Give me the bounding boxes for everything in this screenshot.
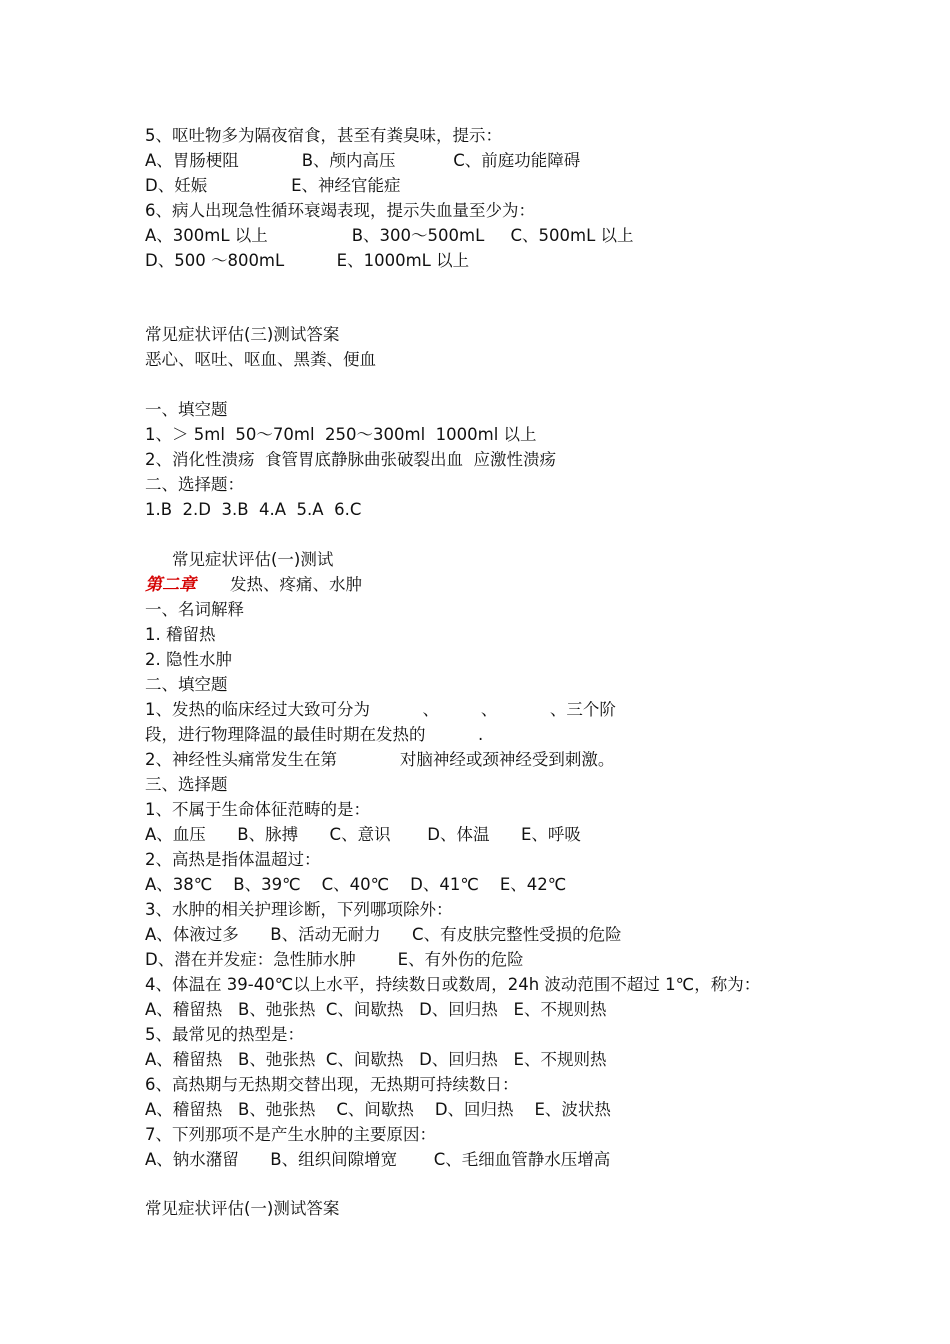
choice-question-4: 4、体温在 39-40℃以上水平，持续数日或数周，24h 波动范围不超过 1℃，称为：	[145, 975, 761, 994]
choice-question-4-options: A、稽留热 B、弛张热 C、间歇热 D、回归热 E、不规则热	[145, 1000, 607, 1019]
choice-question-7: 7、下列那项不是产生水肿的主要原因：	[145, 1125, 436, 1144]
chapter-title: 发热、疼痛、水肿	[230, 575, 362, 594]
choice-question-1: 1、不属于生命体征范畴的是：	[145, 800, 370, 819]
choice-question-3-options-row1: A、体液过多 B、活动无耐力 C、有皮肤完整性受损的危险	[145, 925, 622, 944]
choice-question-5-options: A、稽留热 B、弛张热 C、间歇热 D、回归热 E、不规则热	[145, 1050, 607, 1069]
chapter-heading	[145, 573, 362, 597]
choice-question-7-options: A、钠水潴留 B、组织间隙增宽 C、毛细血管静水压增高	[145, 1150, 611, 1169]
question-6: 6、病人出现急性循环衰竭表现，提示失血量至少为：	[145, 201, 535, 220]
section-terms: 一、名词解释	[145, 600, 244, 619]
question-5-options-row1: A、胃肠梗阻 B、颅内高压 C、前庭功能障碍	[145, 151, 581, 170]
choice-question-2: 2、高热是指体温超过：	[145, 850, 321, 869]
choice-question-1-options: A、血压 B、脉搏 C、意识 D、体温 E、呼吸	[145, 825, 581, 844]
answers-section-choice: 二、选择题：	[145, 475, 244, 494]
fill-question-2: 2、神经性头痛常发生在第 对脑神经或颈神经受到刺激。	[145, 750, 615, 769]
section-choice: 三、选择题	[145, 775, 228, 794]
answer-fill-1: 1、＞ 5ml 50～70ml 250～300ml 1000ml 以上	[145, 425, 537, 444]
question-6-options-row1: A、300mL 以上 B、300～500mL C、500mL 以上	[145, 226, 634, 245]
choice-question-2-options: A、38℃ B、39℃ C、40℃ D、41℃ E、42℃	[145, 875, 567, 894]
choice-question-5: 5、最常见的热型是：	[145, 1025, 304, 1044]
answers-subtitle: 恶心、呕吐、呕血、黑粪、便血	[145, 350, 376, 369]
answer-choices: 1.B 2.D 3.B 4.A 5.A 6.C	[145, 500, 362, 519]
term-1: 1. 稽留热	[145, 625, 216, 644]
section-fill: 二、填空题	[145, 675, 228, 694]
chapter-label: 第二章	[145, 575, 196, 595]
question-5-options-row2: D、妊娠 E、神经官能症	[145, 176, 401, 195]
term-2: 2. 隐性水肿	[145, 650, 232, 669]
fill-question-1b: 段，进行物理降温的最佳时期在发热的 .	[145, 725, 484, 744]
test-title: 常见症状评估(一)测试	[172, 550, 334, 569]
question-5: 5、呕吐物多为隔夜宿食，甚至有粪臭味，提示：	[145, 126, 502, 145]
answers-title: 常见症状评估(三)测试答案	[145, 325, 340, 344]
question-6-options-row2: D、500 ～800mL E、1000mL 以上	[145, 251, 470, 270]
answer-fill-2: 2、消化性溃疡 食管胃底静脉曲张破裂出血 应激性溃疡	[145, 450, 556, 469]
choice-question-6: 6、高热期与无热期交替出现，无热期可持续数日：	[145, 1075, 519, 1094]
choice-question-6-options: A、稽留热 B、弛张热 C、间歇热 D、回归热 E、波状热	[145, 1100, 611, 1119]
choice-question-3-options-row2: D、潜在并发症：急性肺水肿 E、有外伤的危险	[145, 950, 524, 969]
answers-title-2: 常见症状评估(一)测试答案	[145, 1199, 340, 1218]
choice-question-3: 3、水肿的相关护理诊断，下列哪项除外：	[145, 900, 453, 919]
fill-question-1a: 1、发热的临床经过大致可分为 、 、 、三个阶	[145, 700, 616, 719]
answers-section-fill: 一、填空题	[145, 400, 228, 419]
